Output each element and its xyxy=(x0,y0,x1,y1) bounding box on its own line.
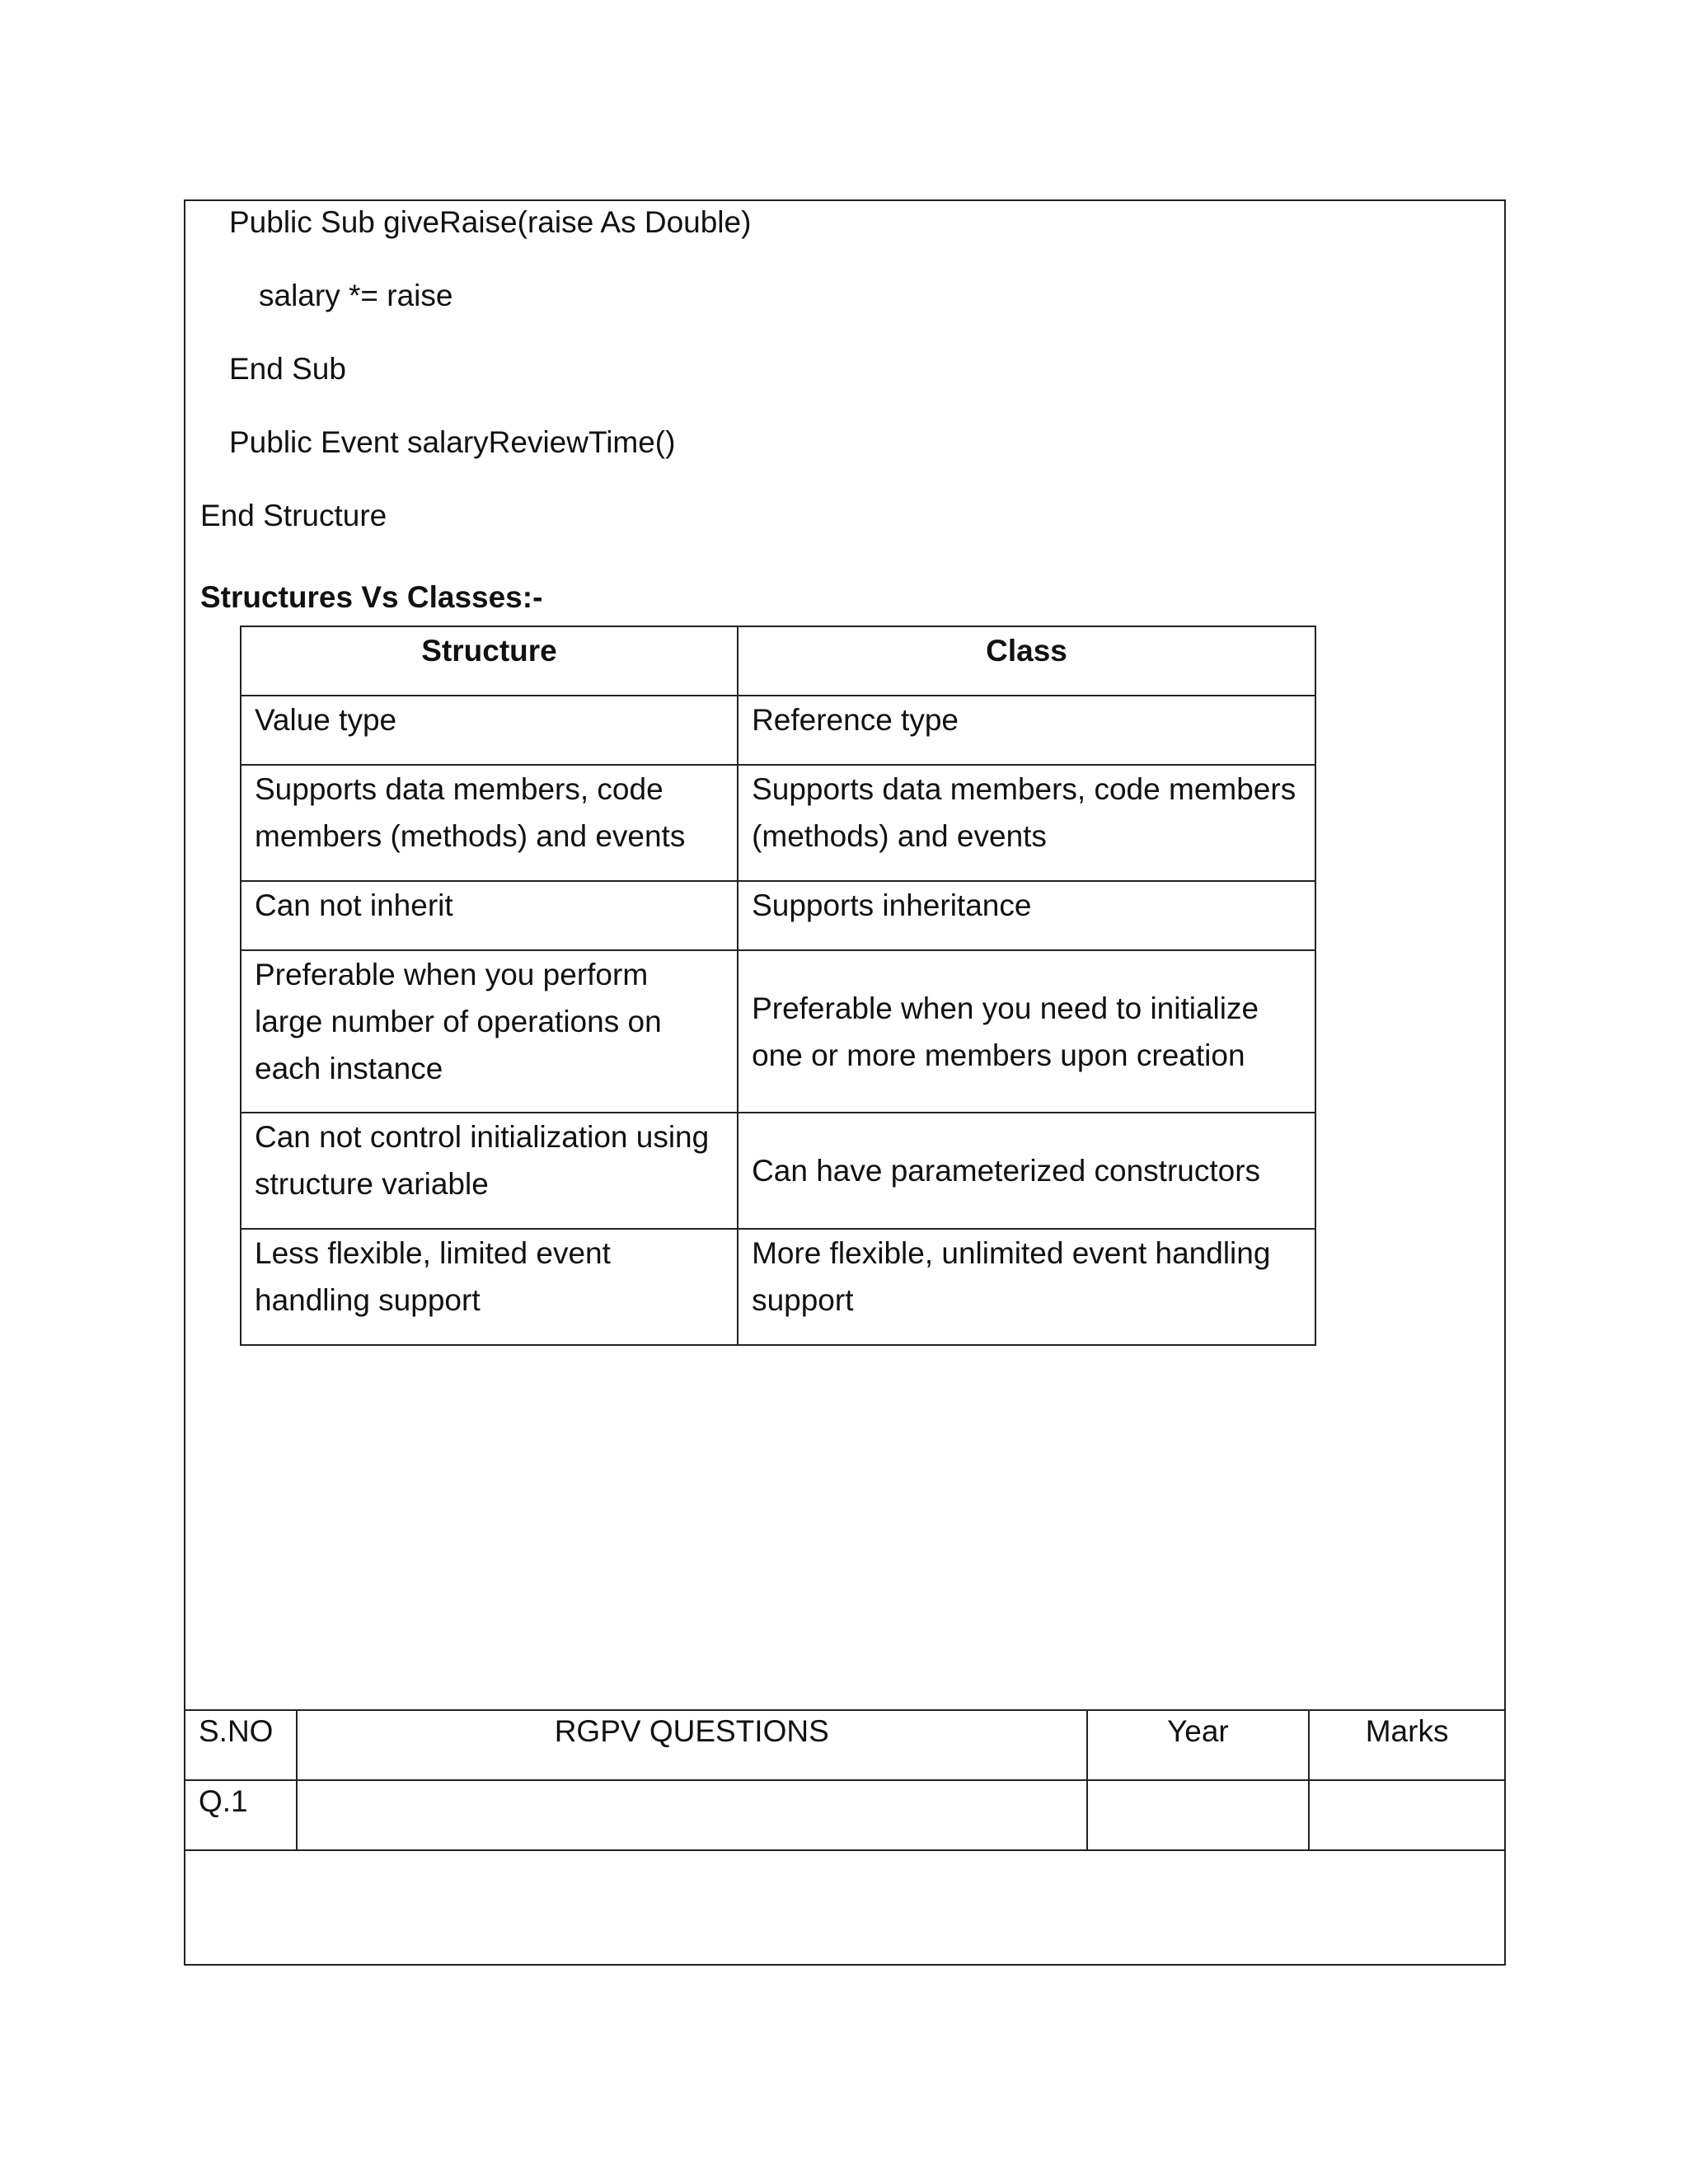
table-cell: Can not inherit xyxy=(241,881,738,950)
question-year xyxy=(1087,1780,1310,1850)
table-row xyxy=(241,696,1315,765)
questions-header-row xyxy=(185,1710,1505,1780)
header-marks: Marks xyxy=(1309,1710,1505,1780)
table-row xyxy=(241,765,1315,881)
blank-row xyxy=(185,1850,1505,1967)
code-line: salary *= raise xyxy=(259,279,453,312)
table-cell: Value type xyxy=(241,696,738,765)
table-row xyxy=(185,1780,1505,1850)
comparison-table xyxy=(240,626,1316,1346)
table-row xyxy=(241,950,1315,1113)
header-rgpv-questions: RGPV QUESTIONS xyxy=(297,1710,1087,1780)
table-cell: Can not control initialization using structure variable xyxy=(241,1113,738,1229)
table-cell: Supports data members, code members (methods) and events xyxy=(241,765,738,881)
table-cell: Reference type xyxy=(738,696,1315,765)
table-row xyxy=(241,1229,1315,1345)
question-number: Q.1 xyxy=(185,1780,297,1850)
content-frame xyxy=(184,199,1506,1966)
table-cell: Supports data members, code members (methods) and events xyxy=(738,765,1315,881)
header-year: Year xyxy=(1087,1710,1310,1780)
question-marks xyxy=(1309,1780,1505,1850)
code-line: End Structure xyxy=(200,499,387,532)
header-structure: Structure xyxy=(241,626,738,696)
table-header-row xyxy=(241,626,1315,696)
table-cell: Preferable when you need to initialize one or more members upon creation xyxy=(738,950,1315,1113)
table-cell: More flexible, unlimited event handling support xyxy=(738,1229,1315,1345)
table-row xyxy=(241,881,1315,950)
table-cell: Less flexible, limited event handling support xyxy=(241,1229,738,1345)
blank-cell xyxy=(185,1850,1505,1967)
header-sno: S.NO xyxy=(185,1710,297,1780)
questions-table xyxy=(184,1709,1506,1967)
code-line: Public Event salaryReviewTime() xyxy=(229,425,676,459)
code-line: Public Sub giveRaise(raise As Double) xyxy=(229,205,752,239)
code-line: End Sub xyxy=(229,352,346,386)
header-class: Class xyxy=(738,626,1315,696)
table-cell: Supports inheritance xyxy=(738,881,1315,950)
table-cell: Can have parameterized constructors xyxy=(738,1113,1315,1229)
table-row xyxy=(241,1113,1315,1229)
question-text xyxy=(297,1780,1087,1850)
section-heading: Structures Vs Classes:- xyxy=(200,580,543,614)
table-cell: Preferable when you perform large number of operations on each instance xyxy=(241,950,738,1113)
